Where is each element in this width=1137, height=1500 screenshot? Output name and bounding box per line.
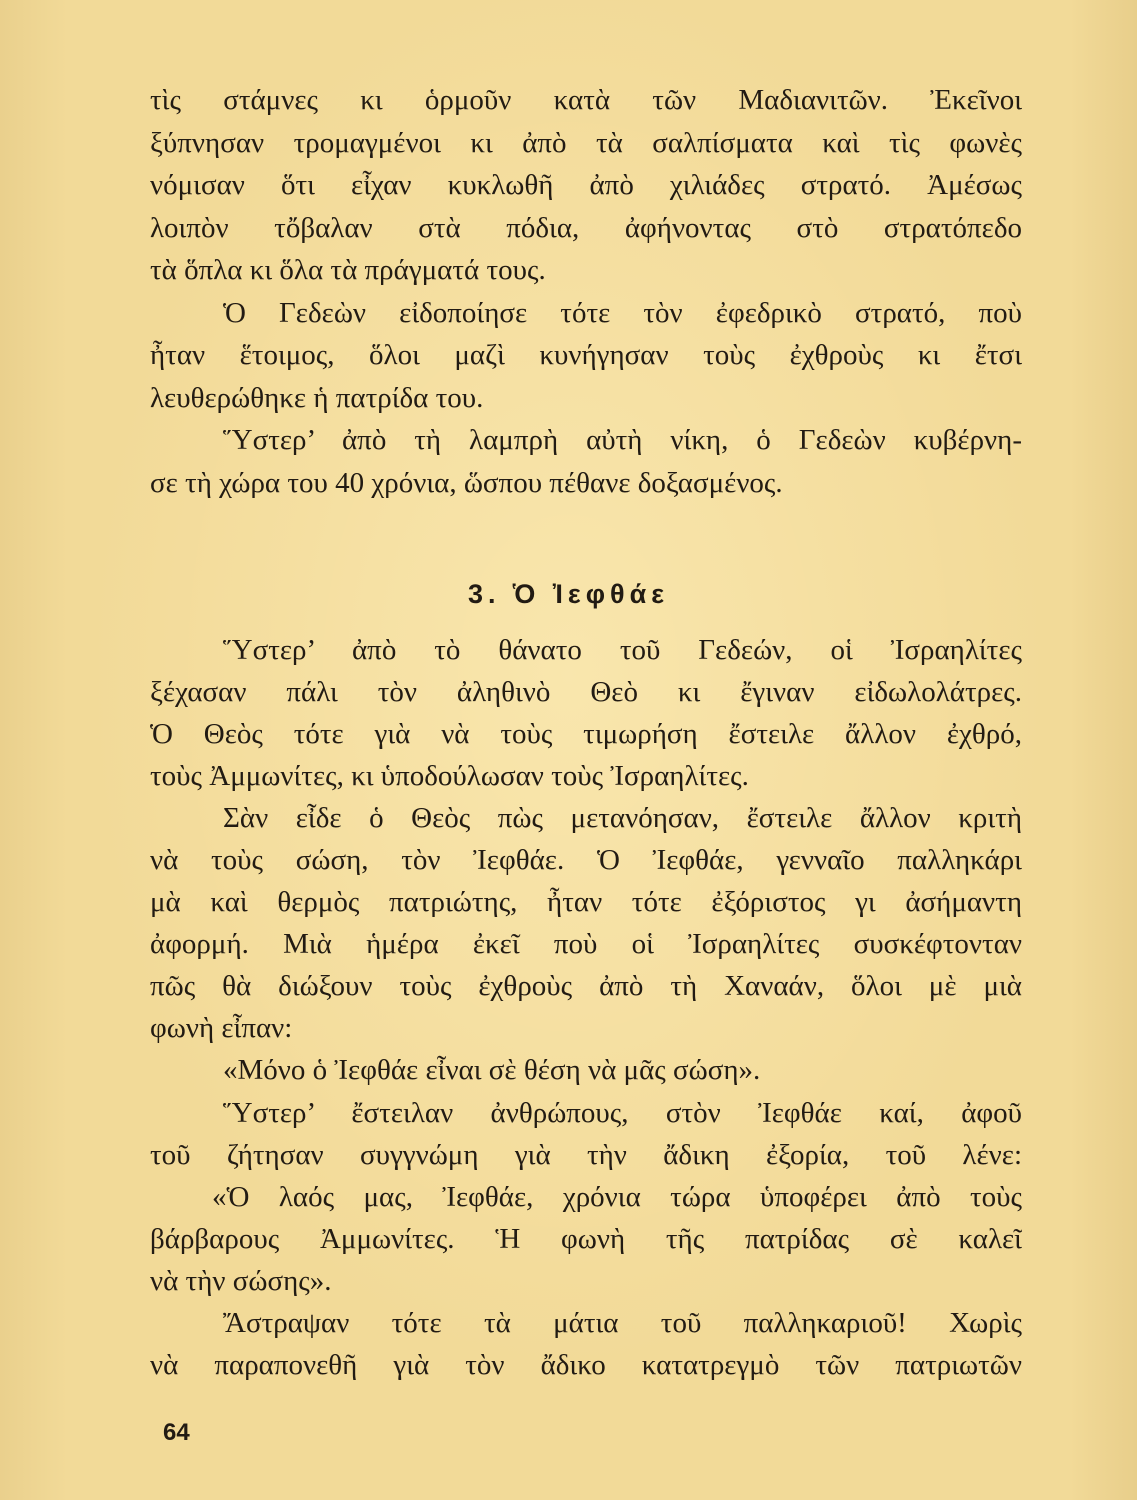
paragraph xyxy=(150,1092,1022,1176)
text-line: λευθερώθηκε ἡ πατρίδα του. xyxy=(150,381,484,414)
text-line: ξύπνησαν τρομαγμένοι κι ἀπὸ τὰ σαλπίσματα καὶ τὶς φωνὲς xyxy=(150,126,1022,159)
text-line: βάρβαρους Ἀμμωνίτες. Ἡ φωνὴ τῆς πατρίδας σὲ καλεῖ xyxy=(150,1222,1022,1255)
text-line: τοῦ ζήτησαν συγγνώμη γιὰ τὴν ἄδικη ἐξορία, τοῦ λένε: xyxy=(150,1138,1022,1171)
text-line: ἦταν ἕτοιμος, ὅλοι μαζὶ κυνήγησαν τοὺς ἐχθροὺς κι ἔτσι xyxy=(150,339,1022,371)
paragraph xyxy=(150,1049,1022,1091)
paragraph xyxy=(150,797,1022,1049)
text-line: φωνὴ εἶπαν: xyxy=(150,1012,293,1045)
text-line: μὰ καὶ θερμὸς πατριώτης, ἦταν τότε ἐξόριστος γι ἀσήμαντη xyxy=(150,886,1022,919)
continued-text xyxy=(150,79,1022,504)
text-line: τοὺς Ἀμμωνίτες, κι ὑποδούλωσαν τοὺς Ἰσραηλίτες. xyxy=(150,760,749,793)
text-line: ξέχασαν πάλι τὸν ἀληθινὸ Θεὸ κι ἔγιναν εἰδωλολάτρες. xyxy=(150,676,1022,709)
text-line: νὰ παραπονεθῆ γιὰ τὸν ἄδικο κατατρεγμὸ τῶν πατριωτῶν xyxy=(150,1348,1022,1381)
text-line: Ὕστερ’ ἔστειλαν ἀνθρώπους, στὸν Ἰεφθάε καί, ἀφοῦ xyxy=(223,1096,1022,1129)
text-line: λοιπὸν τὄβαλαν στὰ πόδια, ἀφήνοντας στὸ στρατόπεδο xyxy=(150,211,1022,244)
text-line: Ὁ Γεδεὼν εἰδοποίησε τότε τὸν ἐφεδρικὸ στρατό, ποὺ xyxy=(223,296,1022,329)
paragraph xyxy=(150,629,1022,797)
text-line: Ἄστραψαν τότε τὰ μάτια τοῦ παλληκαριοῦ! Χωρὶς xyxy=(223,1306,1022,1339)
text-line: Σὰν εἶδε ὁ Θεὸς πὼς μετανόησαν, ἔστειλε ἄλλον κριτὴ xyxy=(223,802,1022,835)
text-line: ἀφορμή. Μιὰ ἡμέρα ἐκεῖ ποὺ οἱ Ἰσραηλίτες συσκέφτονταν xyxy=(150,928,1022,961)
text-line: νόμισαν ὅτι εἶχαν κυκλωθῆ ἀπὸ χιλιάδες στρατό. Ἀμέσως xyxy=(150,169,1022,201)
paragraph xyxy=(150,1176,1022,1302)
text-line: νὰ τὴν σώσης». xyxy=(150,1264,332,1297)
paragraph xyxy=(150,292,1022,420)
page-number: 64 xyxy=(163,1419,190,1446)
paragraph xyxy=(150,79,1022,292)
text-line: «Μόνο ὁ Ἰεφθάε εἶναι σὲ θέση νὰ μᾶς σώση». xyxy=(223,1054,761,1087)
text-line: «Ὁ λαός μας, Ἰεφθάε, χρόνια τώρα ὑποφέρει ἀπὸ τοὺς xyxy=(212,1180,1022,1213)
section-text xyxy=(150,629,1022,1386)
paragraph xyxy=(150,419,1022,504)
text-line: τὶς στάμνες κι ὁρμοῦν κατὰ τῶν Μαδιανιτῶν. Ἐκεῖνοι xyxy=(150,84,1022,116)
text-line: Ὕστερ’ ἀπὸ τὸ θάνατο τοῦ Γεδεών, οἱ Ἰσραηλίτες xyxy=(223,634,1022,666)
text-line: Ὕστερ’ ἀπὸ τὴ λαμπρὴ αὐτὴ νίκη, ὁ Γεδεὼν κυβέρνη- xyxy=(223,424,1022,456)
paragraph xyxy=(150,1302,1022,1386)
text-line: πῶς θὰ διώξουν τοὺς ἐχθροὺς ἀπὸ τὴ Χαναάν, ὅλοι μὲ μιὰ xyxy=(150,970,1022,1003)
text-line: Ὁ Θεὸς τότε γιὰ νὰ τοὺς τιμωρήση ἔστειλε ἄλλον ἐχθρό, xyxy=(150,718,1022,751)
text-line: σε τὴ χώρα του 40 χρόνια, ὥσπου πέθανε δοξασμένος. xyxy=(150,466,783,499)
text-line: νὰ τοὺς σώση, τὸν Ἰεφθάε. Ὁ Ἰεφθάε, γενναῖο παλληκάρι xyxy=(150,844,1022,877)
section-heading: 3. Ὁ Ἰεφθάε xyxy=(467,579,670,609)
text-line: τὰ ὅπλα κι ὅλα τὰ πράγματά τους. xyxy=(150,254,546,286)
